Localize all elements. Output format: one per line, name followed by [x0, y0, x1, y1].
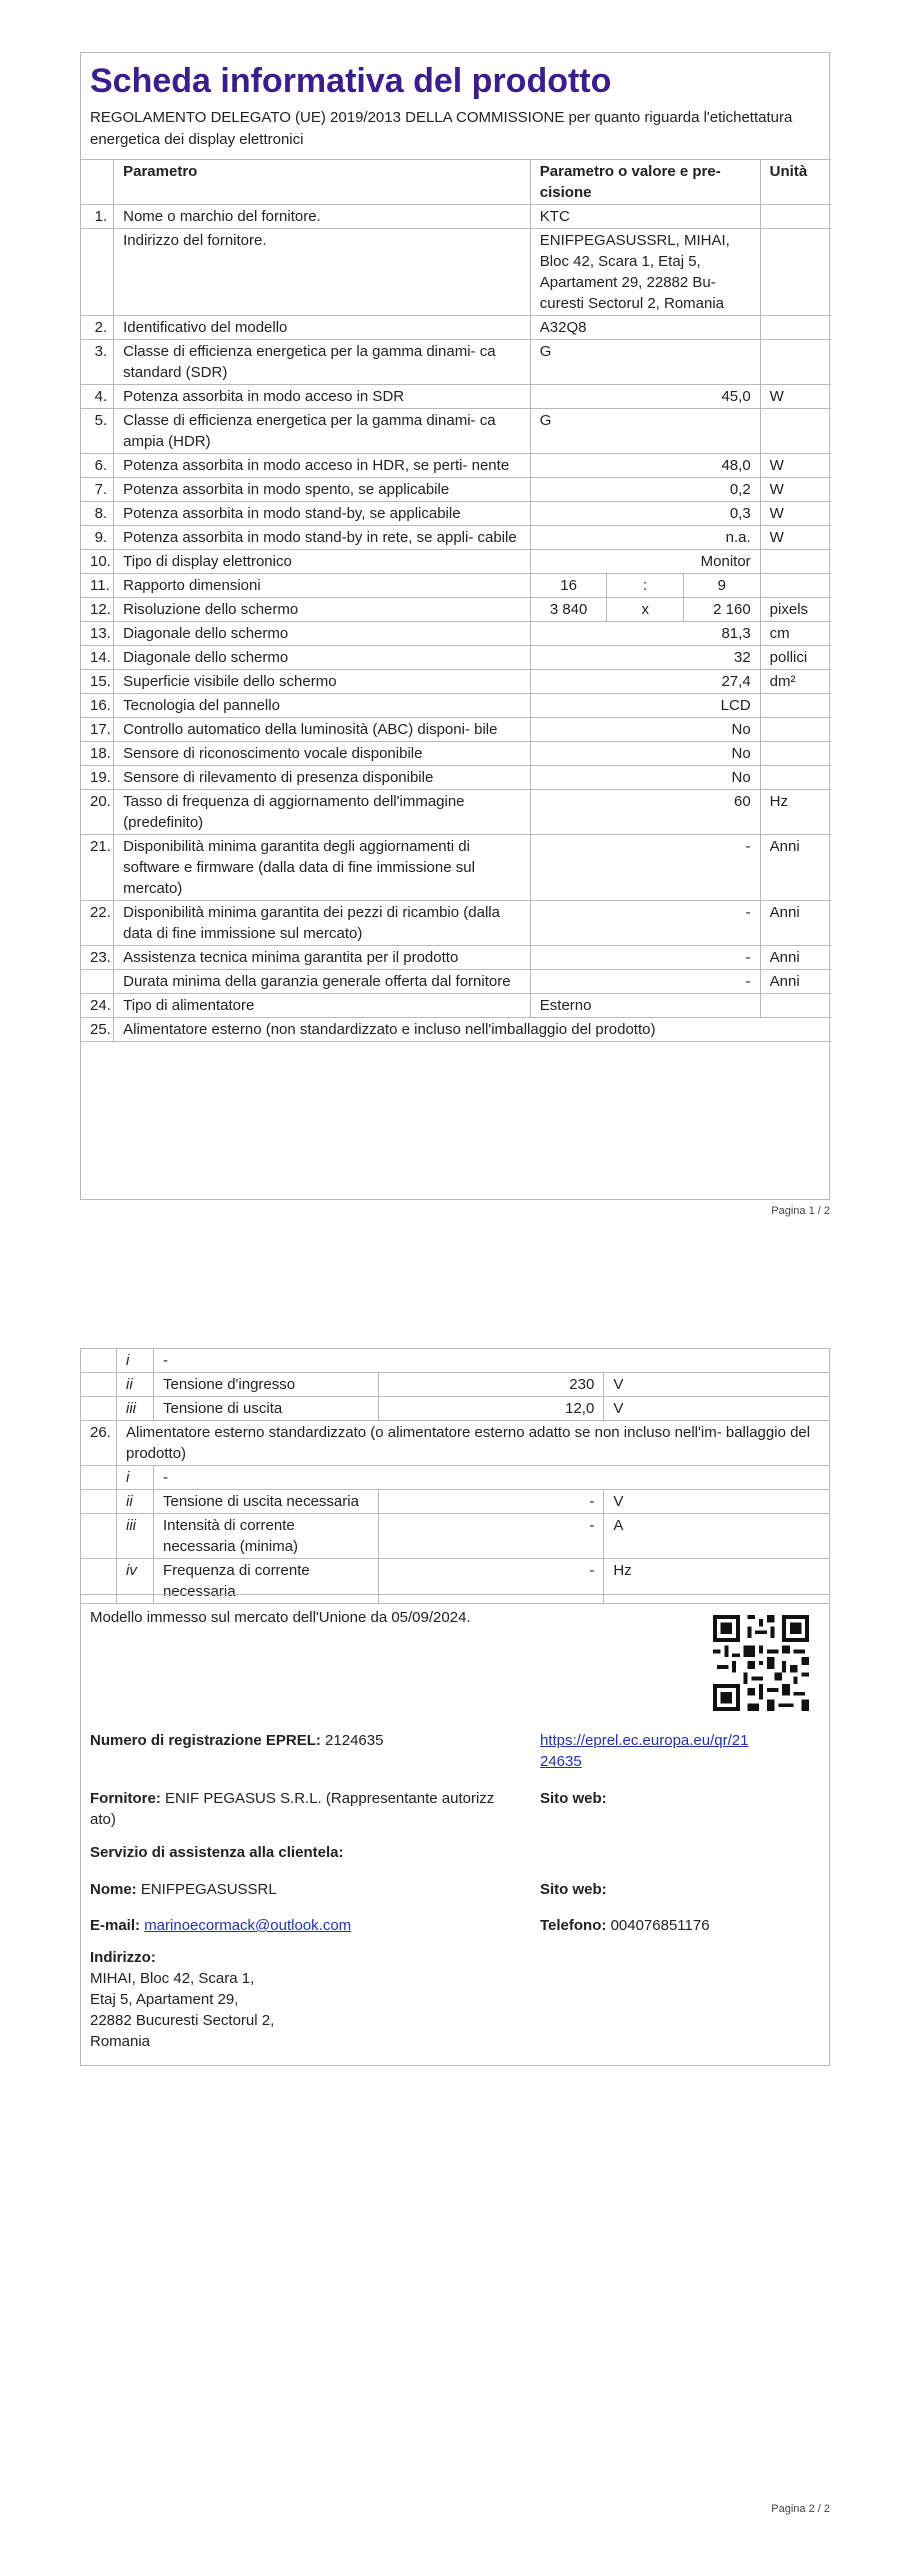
table-row: 4. Potenza assorbita in modo acceso in SDR 45,0 W: [81, 385, 831, 409]
table-row: 16. Tecnologia del pannello LCD: [81, 694, 831, 718]
table-row: 8. Potenza assorbita in modo stand-by, se applicabile 0,3 W: [81, 502, 831, 526]
table-row: 6. Potenza assorbita in modo acceso in HDR, se perti- nente 48,0 W: [81, 454, 831, 478]
product-sheet: [80, 52, 830, 1200]
website-label-2: Sito web:: [540, 1881, 607, 1898]
table-row: 24. Tipo di alimentatore Esterno: [81, 994, 831, 1018]
page-1: [0, 0, 905, 1240]
website-label: Sito web:: [540, 1790, 607, 1807]
table-row: 19. Sensore di rilevamento di presenza disponibile No: [81, 766, 831, 790]
table-row: 14. Diagonale dello schermo 32 pollici: [81, 646, 831, 670]
table-row: iii Intensità di corrente necessaria (minima) - A: [81, 1514, 829, 1559]
table-row: ii Tensione di uscita necessaria - V: [81, 1490, 829, 1514]
header-unit: Unità: [760, 160, 831, 205]
supplier-value: ENIF PEGASUS S.R.L. (Rappresentante autorizz: [165, 1790, 495, 1807]
parameter-table-continued: [80, 1348, 830, 1604]
table-row: 17. Controllo automatico della luminosità (ABC) disponi- bile No: [81, 718, 831, 742]
table-row: 12. Risoluzione dello schermo 3 840 x 2 160 pixels: [81, 598, 831, 622]
table-row: 22. Disponibilità minima garantita dei pezzi di ricambio (dalla data di fine immissione sul mercato) - Anni: [81, 901, 831, 946]
name-value: ENIFPEGASUSSRL: [140, 1881, 277, 1898]
table-row: 25. Alimentatore esterno (non standardizzato e incluso nell'imballaggio del prodotto): [81, 1018, 831, 1042]
table-row: i -: [81, 1466, 829, 1490]
customer-service-label: Servizio di assistenza alla clientela:: [90, 1844, 344, 1861]
table-row: 18. Sensore di riconoscimento vocale disponibile No: [81, 742, 831, 766]
phone-value: 004076851176: [610, 1917, 710, 1934]
eprel-label: Numero di registrazione EPREL:: [90, 1732, 321, 1749]
page-number: Pagina 1 / 2: [771, 1205, 830, 1217]
parameter-table: [81, 159, 831, 1042]
header-value: Parametro o valore e pre- cisione: [530, 160, 760, 205]
name-label: Nome:: [90, 1881, 137, 1898]
phone-label: Telefono:: [540, 1917, 607, 1934]
table-row: Indirizzo del fornitore. ENIFPEGASUSSRL, MIHAI, Bloc 42, Scara 1, Etaj 5, Apartament 29, 22882 Bu- curesti Sectorul 2, Romania: [81, 229, 831, 316]
table-row: 2. Identificativo del modello A32Q8: [81, 316, 831, 340]
eprel-link[interactable]: https://eprel.ec.europa.eu/qr/21 24635: [540, 1732, 749, 1770]
table-header-row: [81, 160, 831, 205]
supplier-info-box: Modello immesso sul mercato dell'Unione da 05/09/2024. Numero di registrazione EPREL: 2124635 https://eprel.ec.europa.eu/qr/21 24635 Fornitore: ENIF PEGASUS S.R.L. (Rappresentante autorizz ato) Sito web: Servizio di assistenza alla clientela: Nome: ENIFPEGASUSSRL Sito web: E-mail: marinoecormack@outlook.com Telefono: 004076851176 Indirizzo: MIHAI, Bloc 42, Scara 1, Etaj 5, Apartament 29, 22882 Bucuresti Sectorul 2, Romania: [80, 1594, 830, 2066]
eprel-value: 2124635: [325, 1732, 384, 1749]
page-title: Scheda informativa del prodotto: [90, 62, 612, 100]
table-row: 3. Classe di efficienza energetica per la gamma dinami- ca standard (SDR) G: [81, 340, 831, 385]
table-row: 20. Tasso di frequenza di aggiornamento dell'immagine (predefinito) 60 Hz: [81, 790, 831, 835]
table-row: 9. Potenza assorbita in modo stand-by in rete, se appli- cabile n.a. W: [81, 526, 831, 550]
email-link[interactable]: marinoecormack@outlook.com: [144, 1917, 352, 1934]
table-row: Durata minima della garanzia generale offerta dal fornitore - Anni: [81, 970, 831, 994]
table-row: 1. Nome o marchio del fornitore. KTC: [81, 205, 831, 229]
table-row: iv Frequenza di corrente necessaria - Hz: [81, 1559, 829, 1604]
header-parameter: Parametro: [114, 160, 531, 205]
table-row: 26. Alimentatore esterno standardizzato (o alimentatore esterno adatto se non incluso nell'im- ballaggio del prodotto): [81, 1421, 829, 1466]
table-row: ii Tensione d'ingresso 230 V: [81, 1373, 829, 1397]
table-row: 10. Tipo di display elettronico Monitor: [81, 550, 831, 574]
table-row: 11. Rapporto dimensioni 16 : 9: [81, 574, 831, 598]
table-row: i -: [81, 1349, 829, 1373]
table-row: 7. Potenza assorbita in modo spento, se applicabile 0,2 W: [81, 478, 831, 502]
regulation-subtitle: REGOLAMENTO DELEGATO (UE) 2019/2013 DELLA COMMISSIONE per quanto riguarda l'etichettatura energetica dei display elettronici: [90, 109, 793, 148]
table-row: 15. Superficie visibile dello schermo 27,4 dm²: [81, 670, 831, 694]
table-row: 5. Classe di efficienza energetica per la gamma dinami- ca ampia (HDR) G: [81, 409, 831, 454]
address-block: Indirizzo: MIHAI, Bloc 42, Scara 1, Etaj 5, Apartament 29, 22882 Bucuresti Sectorul 2, Romania: [90, 1949, 275, 2050]
table-row: 21. Disponibilità minima garantita degli aggiornamenti di software e firmware (dalla data di fine immissione sul mercato) - Anni: [81, 835, 831, 901]
market-date-text: Modello immesso sul mercato dell'Unione da 05/09/2024.: [90, 1609, 471, 1626]
page-number-2: Pagina 2 / 2: [771, 2503, 830, 2515]
supplier-label: Fornitore:: [90, 1790, 161, 1807]
table-row: 23. Assistenza tecnica minima garantita per il prodotto - Anni: [81, 946, 831, 970]
table-row: 13. Diagonale dello schermo 81,3 cm: [81, 622, 831, 646]
table-row: iii Tensione di uscita 12,0 V: [81, 1397, 829, 1421]
email-label: E-mail:: [90, 1917, 141, 1934]
qr-code-icon[interactable]: [713, 1615, 809, 1711]
